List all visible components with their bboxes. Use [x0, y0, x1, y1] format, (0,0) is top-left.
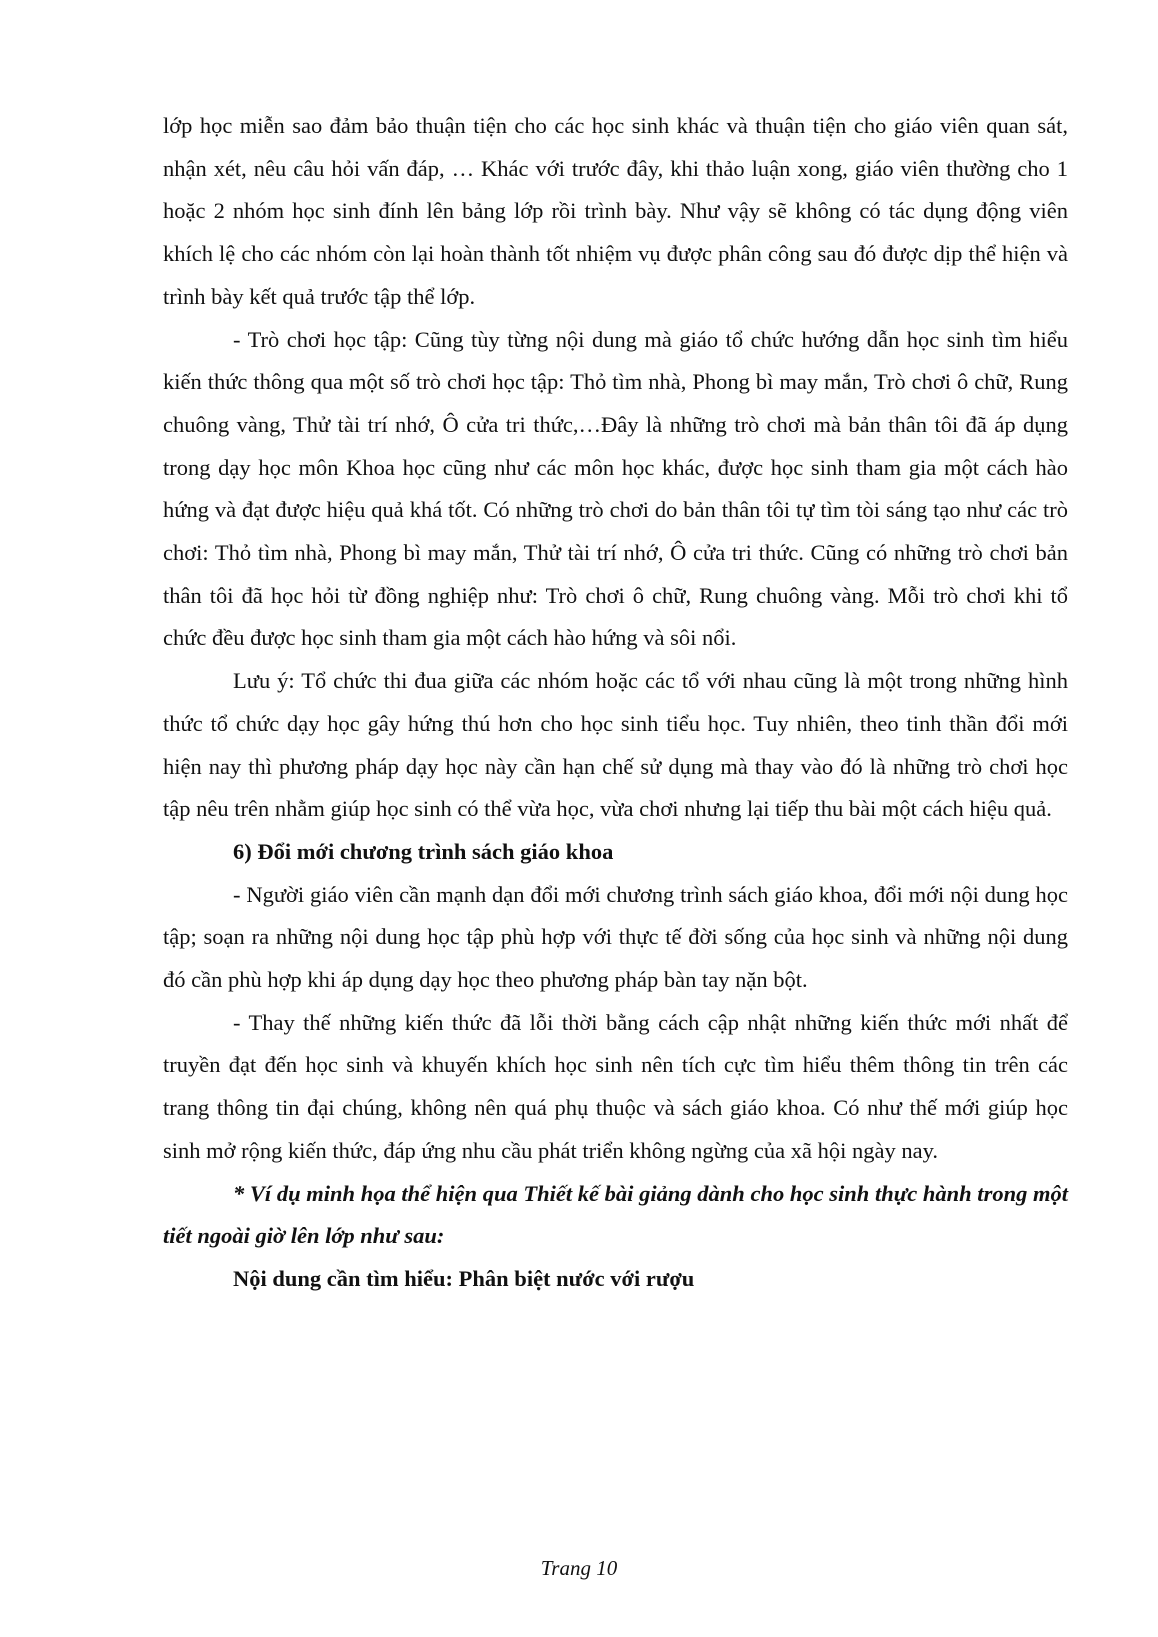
paragraph-group-discussion: lớp học miễn sao đảm bảo thuận tiện cho các học sinh khác và thuận tiện cho giáo viên quan sát, nhận xét, nêu câu hỏi vấn đáp, … Khác với trước đây, khi thảo luận xong, giáo viên thường cho 1 hoặc 2 nhóm học sinh đính lên bảng lớp rồi trình bày. Như vậy sẽ không có tác dụng động viên khích lệ cho các nhóm còn lại hoàn thành tốt nhiệm vụ được phân công sau đó được dịp thể hiện và trình bày kết quả trước tập thể lớp.: [163, 113, 1068, 309]
section-heading-textbook-renewal: 6) Đổi mới chương trình sách giáo khoa: [233, 838, 614, 864]
paragraph-learning-games: - Trò chơi học tập: Cũng tùy từng nội dung mà giáo tổ chức hướng dẫn học sinh tìm hiểu kiến thức thông qua một số trò chơi học tập: Thỏ tìm nhà, Phong bì may mắn, Trò chơi ô chữ, Rung chuông vàng, Thử tài trí nhớ, Ô cửa tri thức,…Đây là những trò chơi mà bản thân tôi đã áp dụng trong dạy học môn Khoa học cũng như các môn học khác, được học sinh tham gia một cách hào hứng và đạt được hiệu quả khá tốt. Có những trò chơi do bản thân tôi tự tìm tòi sáng tạo như các trò chơi: Thỏ tìm nhà, Phong bì may mắn, Thử tài trí nhớ, Ô cửa tri thức. Cũng có những trò chơi bản thân tôi đã học hỏi từ đồng nghiệp như: Trò chơi ô chữ, Rung chuông vàng. Mỗi trò chơi khi tổ chức đều được học sinh tham gia một cách hào hứng và sôi nổi.: [163, 326, 1068, 651]
paragraph-note: Lưu ý: Tổ chức thi đua giữa các nhóm hoặc các tổ với nhau cũng là một trong những hình thức tổ chức dạy học gây hứng thú hơn cho học sinh tiểu học. Tuy nhiên, theo tinh thần đổi mới hiện nay thì phương pháp dạy học này cần hạn chế sử dụng mà thay vào đó là những trò chơi học tập nêu trên nhằm giúp học sinh có thể vừa học, vừa chơi nhưng lại tiếp thu bài một cách hiệu quả.: [163, 668, 1068, 822]
paragraph-update-knowledge: - Thay thế những kiến thức đã lỗi thời bằng cách cập nhật những kiến thức mới nhất để truyền đạt đến học sinh và khuyến khích học sinh nên tích cực tìm hiểu thêm thông tin trên các trang thông tin đại chúng, không nên quá phụ thuộc và sách giáo khoa. Có như thế mới giúp học sinh mở rộng kiến thức, đáp ứng nhu cầu phát triển không ngừng của xã hội ngày nay.: [163, 1009, 1068, 1163]
page-number: Trang 10: [540, 1556, 618, 1580]
example-heading: * Ví dụ minh họa thể hiện qua Thiết kế bài giảng dành cho học sinh thực hành trong một tiết ngoài giờ lên lớp như sau:: [163, 1180, 1068, 1249]
body-text: [163, 105, 1068, 1301]
content-heading: Nội dung cần tìm hiểu: Phân biệt nước với rượu: [233, 1265, 695, 1291]
paragraph-renew-content: - Người giáo viên cần mạnh dạn đổi mới chương trình sách giáo khoa, đổi mới nội dung học tập; soạn ra những nội dung học tập phù hợp với thực tế đời sống của học sinh và những nội dung đó cần phù hợp khi áp dụng dạy học theo phương pháp bàn tay nặn bột.: [163, 881, 1068, 993]
